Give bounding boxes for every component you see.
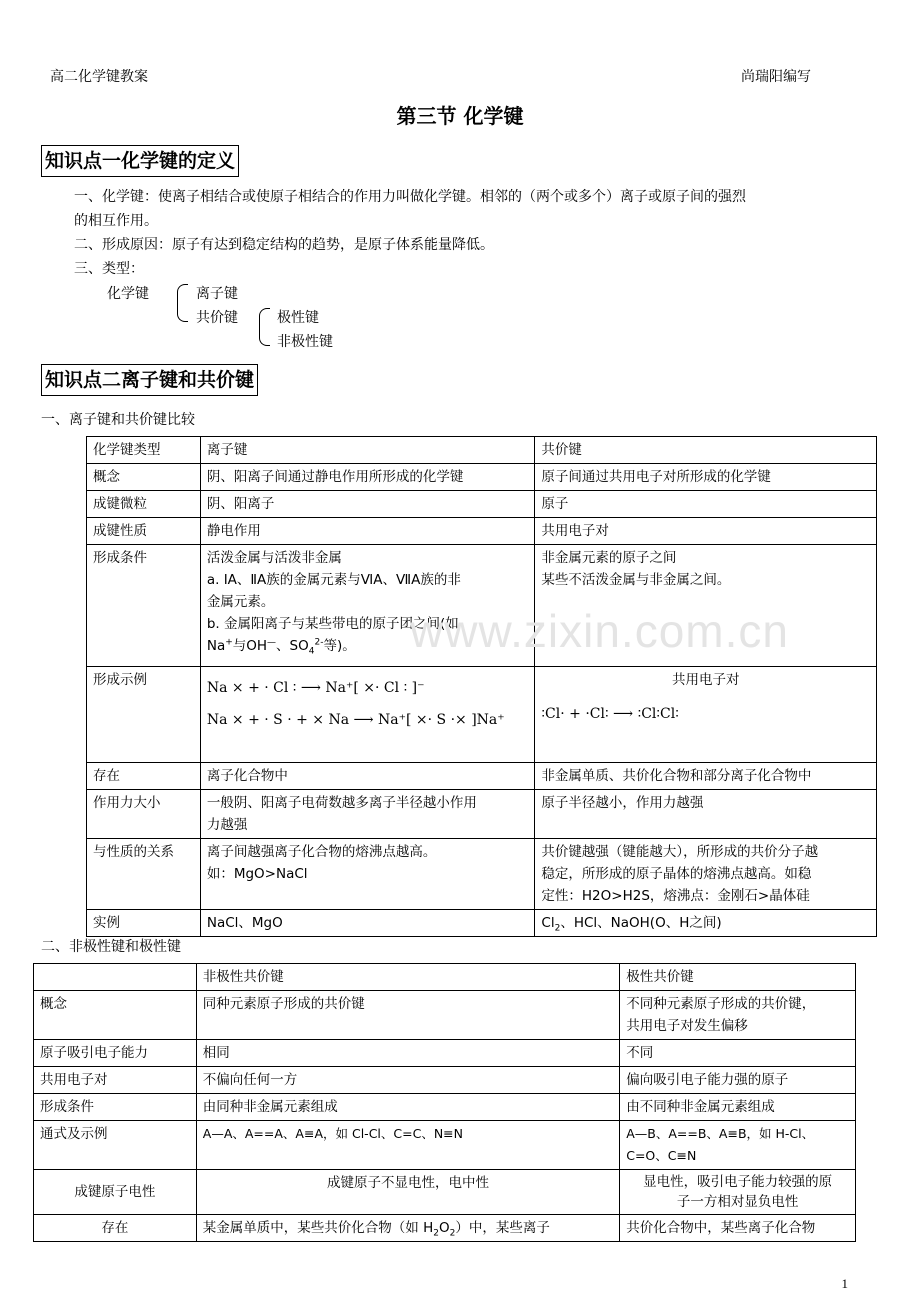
text-span: 等)。 [323, 638, 356, 654]
table-cell: 同种元素原子形成的共价键 [196, 991, 619, 1040]
table-cell [200, 839, 535, 910]
table-row [34, 1040, 856, 1067]
subscript: 2 [554, 923, 561, 934]
table-cell: 化学键类型 [87, 437, 201, 464]
table-cell [620, 1170, 856, 1215]
table-cell: 原子间通过共用电子对所形成的化学键 [535, 464, 877, 491]
strength-ionic-line: 力越强 [206, 817, 248, 833]
table-cell [200, 667, 535, 763]
props-cov-line: 定性：H2O>H2S，熔沸点：金刚石>晶体硅 [541, 888, 810, 904]
table-cell: 非金属单质、共价化合物和部分离子化合物中 [535, 763, 877, 790]
table-cell [620, 991, 856, 1040]
table-cell: 成键性质 [87, 518, 201, 545]
table-cell: 与性质的关系 [87, 839, 201, 910]
header-right: 尚瑞阳编写 [741, 69, 811, 85]
text-span: Cl [541, 915, 555, 931]
kp1-p3: 三、类型： [74, 261, 144, 277]
kp1-heading: 知识点一化学键的定义 [41, 145, 239, 177]
table-row [34, 1215, 856, 1242]
text-span: ）中，某些离子 [455, 1220, 550, 1236]
tree-covalent: 共价键 [196, 310, 238, 326]
table-cell: 共用电子对 [535, 518, 877, 545]
table-cell: 共用电子对 [34, 1067, 197, 1094]
sec1-heading: 一、离子键和共价键比较 [41, 412, 195, 428]
kp1-p2: 二、形成原因：原子有达到稳定结构的趋势，是原子体系能量降低。 [74, 237, 494, 253]
table-row [87, 910, 877, 937]
table-cell: 共价化合物中，某些离子化合物 [620, 1215, 856, 1242]
cond-ionic-line: 金属元素。 [206, 594, 275, 610]
table-cell [196, 1215, 619, 1242]
table-row [87, 667, 877, 763]
cond-ionic-line [207, 635, 529, 657]
table-row [34, 1121, 856, 1170]
table-cell [620, 1121, 856, 1170]
table-cell: 原子 [535, 491, 877, 518]
table-row [87, 839, 877, 910]
table-cell: 概念 [34, 991, 197, 1040]
tree-brace-1 [177, 284, 188, 322]
table-cell: 原子半径越小，作用力越强 [535, 790, 877, 839]
header-left: 高二化学键教案 [50, 69, 148, 85]
text-span: 与OH [232, 638, 268, 654]
polar-nonpolar-table [33, 963, 856, 1242]
table-cell: 存在 [87, 763, 201, 790]
table-cell [535, 839, 877, 910]
table-cell: 实例 [87, 910, 201, 937]
sec2-heading: 二、非极性键和极性键 [41, 939, 181, 955]
kp1-p1b: 的相互作用。 [74, 213, 158, 229]
table-cell: 形成条件 [34, 1094, 197, 1121]
table-cell [200, 545, 535, 667]
tree-ionic: 离子键 [196, 286, 238, 302]
cond-ionic-line: 活泼金属与活泼非金属 [206, 550, 342, 566]
subscript: 2 [433, 1228, 439, 1239]
text-span: 某金属单质中，某些共价化合物（如 H [202, 1220, 434, 1236]
table-cell: 概念 [87, 464, 201, 491]
table-cell: 原子吸引电子能力 [34, 1040, 197, 1067]
table-cell: 阴、阳离子 [200, 491, 535, 518]
text-span: 、HCl、NaOH(O、H之间) [560, 915, 722, 931]
text-span: O [438, 1220, 450, 1236]
table-cell [200, 790, 535, 839]
cond-cov-line: 非金属元素的原子之间 [541, 550, 677, 566]
ionic-equation-nacl: Na × + · Cl ∶ ⟶ Na⁺[ ×· Cl ∶ ]⁻ [206, 680, 425, 696]
table-cell [535, 910, 877, 937]
table-row [87, 518, 877, 545]
table-cell: 极性共价键 [620, 964, 856, 991]
covalent-equation-cl2: ∶Cl· + ·Cl∶ ⟶ ∶Cl∶Cl∶ [541, 706, 679, 722]
table-row [87, 491, 877, 518]
table-cell: 成键原子电性 [34, 1170, 197, 1215]
table-cell: 作用力大小 [87, 790, 201, 839]
superscript: 2- [314, 637, 324, 648]
ionic-equation-na2s: Na × + · S · + × Na ⟶ Na⁺[ ×· S ·× ]Na⁺ [206, 712, 505, 728]
table-row [87, 763, 877, 790]
cond-ionic-line: a. ⅠA、ⅡA族的金属元素与ⅥA、ⅦA族的非 [206, 572, 461, 588]
concept-polar-line: 共用电子对发生偏移 [626, 1018, 748, 1034]
kp1-p1: 一、化学键：使离子相结合或使原子相结合的作用力叫做化学键。相邻的（两个或多个）离子或原子间的强烈 [74, 189, 746, 205]
table-cell: 存在 [34, 1215, 197, 1242]
table-cell [34, 964, 197, 991]
table-cell: 相同 [196, 1040, 619, 1067]
tree-polar: 极性键 [277, 310, 319, 326]
table-row [34, 964, 856, 991]
table-cell: 形成条件 [87, 545, 201, 667]
table-row [87, 545, 877, 667]
props-cov-line: 共价键越强（键能越大），所形成的共价分子越 [541, 844, 819, 860]
table-cell: 非极性共价键 [196, 964, 619, 991]
table-cell: 不同 [620, 1040, 856, 1067]
tree-nonpolar: 非极性键 [277, 334, 333, 350]
table-cell [535, 545, 877, 667]
ionic-covalent-table [86, 436, 877, 937]
table-cell: 不偏向任何一方 [196, 1067, 619, 1094]
text-span: Na [206, 638, 226, 654]
subscript: 2 [449, 1228, 456, 1239]
table-cell: 成键微粒 [87, 491, 201, 518]
subscript: 4 [308, 646, 315, 657]
formula-polar-line: C=O、C≡N [626, 1148, 697, 1163]
table-cell: 由同种非金属元素组成 [196, 1094, 619, 1121]
table-row [87, 437, 877, 464]
table-cell: 共价键 [535, 437, 877, 464]
formula-polar-line: A—B、A==B、A≡B，如 H-Cl、 [626, 1126, 815, 1141]
table-row [87, 790, 877, 839]
electro-polar-line: 显电性，吸引电子能力较强的原 [643, 1174, 833, 1190]
concept-polar-line: 不同种元素原子形成的共价键， [626, 996, 816, 1012]
table-cell: 形成示例 [87, 667, 201, 763]
table-cell: 离子键 [200, 437, 535, 464]
electro-polar-line: 子一方相对显负电性 [676, 1194, 799, 1210]
table-row [34, 1067, 856, 1094]
shared-pair-caption: 共用电子对 [671, 672, 740, 688]
table-row [34, 1094, 856, 1121]
table-cell: NaCl、MgO [200, 910, 535, 937]
table-cell: 由不同种非金属元素组成 [620, 1094, 856, 1121]
table-cell: 通式及示例 [34, 1121, 197, 1170]
superscript: — [267, 637, 277, 648]
table-cell: 阴、阳离子间通过静电作用所形成的化学键 [200, 464, 535, 491]
watermark: www.zixin.com.cn [410, 605, 789, 657]
props-ionic-line: 如：MgO>NaCl [206, 866, 308, 882]
kp2-heading: 知识点二离子键和共价键 [41, 364, 258, 396]
table-cell: A—A、A==A、A≡A，如 Cl-Cl、C=C、N≡N [196, 1121, 619, 1170]
strength-ionic-line: 一般阴、阳离子电荷数越多离子半径越小作用 [206, 795, 477, 811]
props-ionic-line: 离子间越强离子化合物的熔沸点越高。 [206, 844, 437, 860]
table-row [34, 991, 856, 1040]
page-number: 1 [841, 1276, 848, 1291]
page-title: 第三节 化学键 [396, 104, 524, 128]
table-cell: 偏向吸引电子能力强的原子 [620, 1067, 856, 1094]
tree-brace-2 [259, 308, 270, 346]
table-cell: 离子化合物中 [200, 763, 535, 790]
table-row [34, 1170, 856, 1215]
props-cov-line: 稳定，所形成的原子晶体的熔沸点越高。如稳 [541, 866, 812, 882]
table-cell [535, 667, 877, 763]
superscript: + [225, 637, 233, 648]
table-cell: 静电作用 [200, 518, 535, 545]
table-row [87, 464, 877, 491]
tree-root: 化学键 [107, 286, 149, 302]
cond-ionic-line: b. 金属阳离子与某些带电的原子团之间(如 [206, 616, 459, 632]
table-cell: 成键原子不显电性，电中性 [196, 1170, 619, 1215]
cond-cov-line: 某些不活泼金属与非金属之间。 [541, 572, 731, 588]
text-span: 、SO [276, 638, 309, 654]
